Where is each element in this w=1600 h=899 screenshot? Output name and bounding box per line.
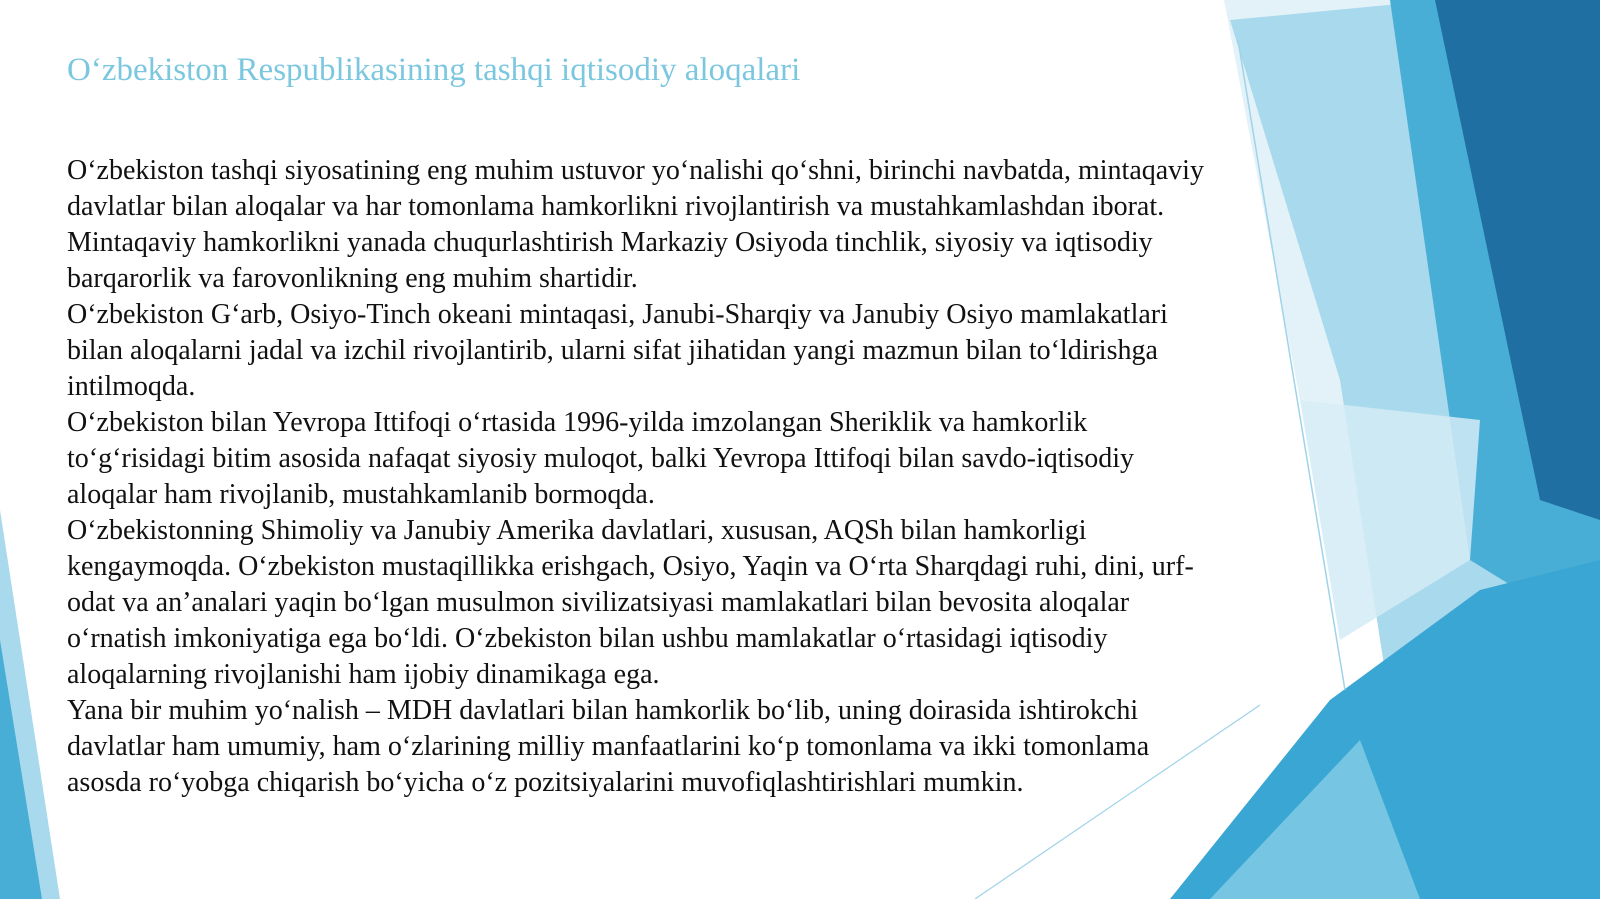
paragraph-2: O‘zbekiston G‘arb, Osiyo-Tinch okeani mintaqasi, Janubi-Sharqiy va Janubiy Osiyo mamlakatlari bilan aloqalarni jadal va izchil rivojlantirib, ularni sifat jihatidan yangi mazmun bilan to‘ldirishga intilmoqda. [67, 299, 1168, 402]
paragraph-3: O‘zbekiston bilan Yevropa Ittifoqi o‘rtasida 1996-yilda imzolangan Sheriklik va hamkorlik to‘g‘risidagi bitim asosida nafaqat siyosiy muloqot, balki Yevropa Ittifoqi bilan savdo-iqtisodiy aloqalar ham rivojlanib, mustahkamlanib bormoqda. [67, 407, 1134, 510]
paragraph-4: O‘zbekistonning Shimoliy va Janubiy Amerika davlatlari, xususan, AQSh bilan hamkorligi kengaymoqda. O‘zbekiston mustaqillikka erishgach, Osiyo, Yaqin va O‘rta Sharqdagi ruhi, dini, urf-odat va an’analari yaqin bo‘lgan musulmon sivilizatsiyasi mamlakatlari bilan bevosita aloqalar o‘rnatish imkoniyatiga ega bo‘ldi. O‘zbekiston bilan ushbu mamlakatlar o‘rtasidagi iqtisodiy aloqalarning rivojlanishi ham ijobiy dinamikaga ega. [67, 515, 1194, 690]
paragraph-1: O‘zbekiston tashqi siyosatining eng muhim ustuvor yo‘nalishi qo‘shni, birinchi navbatda, mintaqaviy davlatlar bilan aloqalar va har tomonlama hamkorlikni rivojlantirish va mustahkamlashdan iborat. Mintaqaviy hamkorlikni yanada chuqurlashtirish Markaziy Osiyoda tinchlik, siyosiy va iqtisodiy barqarorlik va farovonlikning eng muhim shartidir. [67, 155, 1204, 294]
slide-body [67, 153, 1217, 801]
slide-title: O‘zbekiston Respublikasining tashqi iqtisodiy aloqalari [67, 52, 801, 88]
paragraph-5: Yana bir muhim yo‘nalish – MDH davlatlari bilan hamkorlik bo‘lib, uning doirasida ishtirokchi davlatlar ham umumiy, ham o‘zlarining milliy manfaatlarini ko‘p tomonlama va ikki tomonlama asosda ro‘yobga chiqarish bo‘yicha o‘z pozitsiyalarini muvofiqlashtirishlari mumkin. [67, 695, 1150, 798]
